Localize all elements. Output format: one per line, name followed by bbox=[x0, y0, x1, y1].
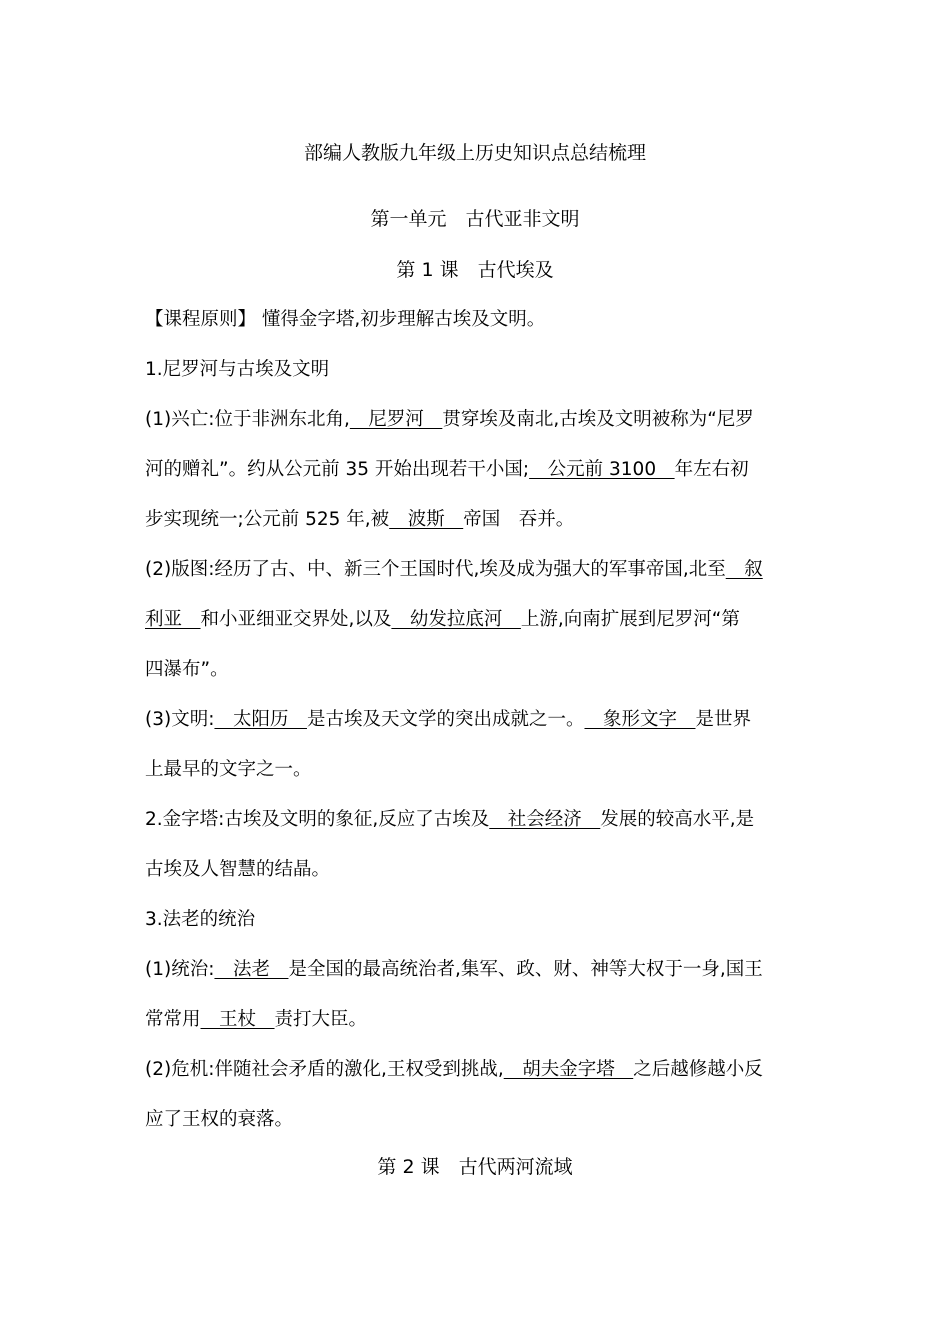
sec2-line2: 古埃及人智慧的结晶。 bbox=[145, 859, 331, 880]
text-span: 是全国的最高统治者,集军、政、财、神等大权于一身,国王 bbox=[288, 959, 763, 980]
lesson-1-title: 第 1 课 古代埃及 bbox=[396, 259, 554, 281]
text-span: 帝国 吞并。 bbox=[463, 509, 575, 530]
course-standard-label: 【课程原则】 bbox=[145, 309, 257, 330]
course-standard-text: 懂得金字塔,初步理解古埃及文明。 bbox=[256, 309, 546, 330]
sec1-p3-line2: 上最早的文字之一。 bbox=[145, 759, 312, 780]
sec1-p2-line1 bbox=[145, 555, 807, 581]
text-span: 常常用 bbox=[145, 1009, 201, 1030]
text-span: 之后越修越小反 bbox=[633, 1059, 763, 1080]
sec2-line1 bbox=[145, 805, 807, 831]
text-span: 步实现统一;公元前 525 年,被 bbox=[145, 509, 390, 530]
lesson-2-title: 第 2 课 古代两河流域 bbox=[377, 1156, 573, 1178]
text-span: (2)危机:伴随社会矛盾的激化,王权受到挑战, bbox=[145, 1059, 504, 1080]
fill-blank-answer: 社会经济 bbox=[489, 809, 601, 830]
fill-blank-answer: 波斯 bbox=[389, 509, 464, 530]
unit-title: 第一单元 古代亚非文明 bbox=[370, 208, 580, 230]
text-span: 是世界 bbox=[695, 709, 752, 730]
fill-blank-answer: 胡夫金字塔 bbox=[503, 1059, 634, 1080]
fill-blank-answer: 幼发拉底河 bbox=[391, 609, 521, 630]
text-span: (1)兴亡:位于非洲东北角, bbox=[145, 409, 350, 430]
sec3-p2-line2: 应了王权的衰落。 bbox=[145, 1109, 294, 1130]
text-span: 贯穿埃及南北,古埃及文明被称为“尼罗 bbox=[442, 409, 754, 430]
text-span: 2.金字塔:古埃及文明的象征,反应了古埃及 bbox=[145, 809, 490, 830]
sec1-p2-line2 bbox=[145, 605, 807, 631]
text-span: 发展的较高水平,是 bbox=[600, 809, 755, 830]
sec3-p1-line2 bbox=[145, 1005, 807, 1031]
text-span: 河的赠礼”。约从公元前 35 开始出现若干小国; bbox=[145, 459, 530, 480]
text-span: 责打大臣。 bbox=[274, 1009, 368, 1030]
fill-blank-answer: 太阳历 bbox=[214, 709, 307, 730]
fill-blank-answer: 象形文字 bbox=[584, 709, 696, 730]
course-standard bbox=[145, 305, 807, 331]
fill-blank-answer: 尼罗河 bbox=[349, 409, 443, 430]
fill-blank-answer: 公元前 3100 bbox=[529, 459, 675, 480]
fill-blank-answer: 利亚 bbox=[145, 609, 201, 630]
text-span: (3)文明: bbox=[145, 709, 215, 730]
text-span: (1)统治: bbox=[145, 959, 215, 980]
section-3-heading: 3.法老的统治 bbox=[145, 909, 256, 930]
fill-blank-answer: 王杖 bbox=[200, 1009, 275, 1030]
sec1-p2-line3: 四瀑布”。 bbox=[145, 659, 229, 680]
sec1-p1-line2 bbox=[145, 455, 807, 481]
sec1-p1-line3 bbox=[145, 505, 807, 531]
text-span: 和小亚细亚交界处,以及 bbox=[200, 609, 392, 630]
section-1-heading: 1.尼罗河与古埃及文明 bbox=[145, 359, 330, 380]
text-span: 上游,向南扩展到尼罗河“第 bbox=[520, 609, 740, 630]
text-span: (2)版图:经历了古、中、新三个王国时代,埃及成为强大的军事帝国,北至 bbox=[145, 559, 726, 580]
sec1-p1-line1 bbox=[145, 405, 807, 431]
sec3-p2-line1 bbox=[145, 1055, 807, 1081]
fill-blank-answer: 法老 bbox=[214, 959, 289, 980]
sec3-p1-line1 bbox=[145, 955, 807, 981]
text-span: 是古埃及天文学的突出成就之一。 bbox=[306, 709, 585, 730]
sec1-p3-line1 bbox=[145, 705, 807, 731]
document-title: 部编人教版九年级上历史知识点总结梳理 bbox=[303, 142, 646, 164]
fill-blank-answer: 叙 bbox=[725, 559, 763, 580]
text-span: 年左右初 bbox=[674, 459, 749, 480]
